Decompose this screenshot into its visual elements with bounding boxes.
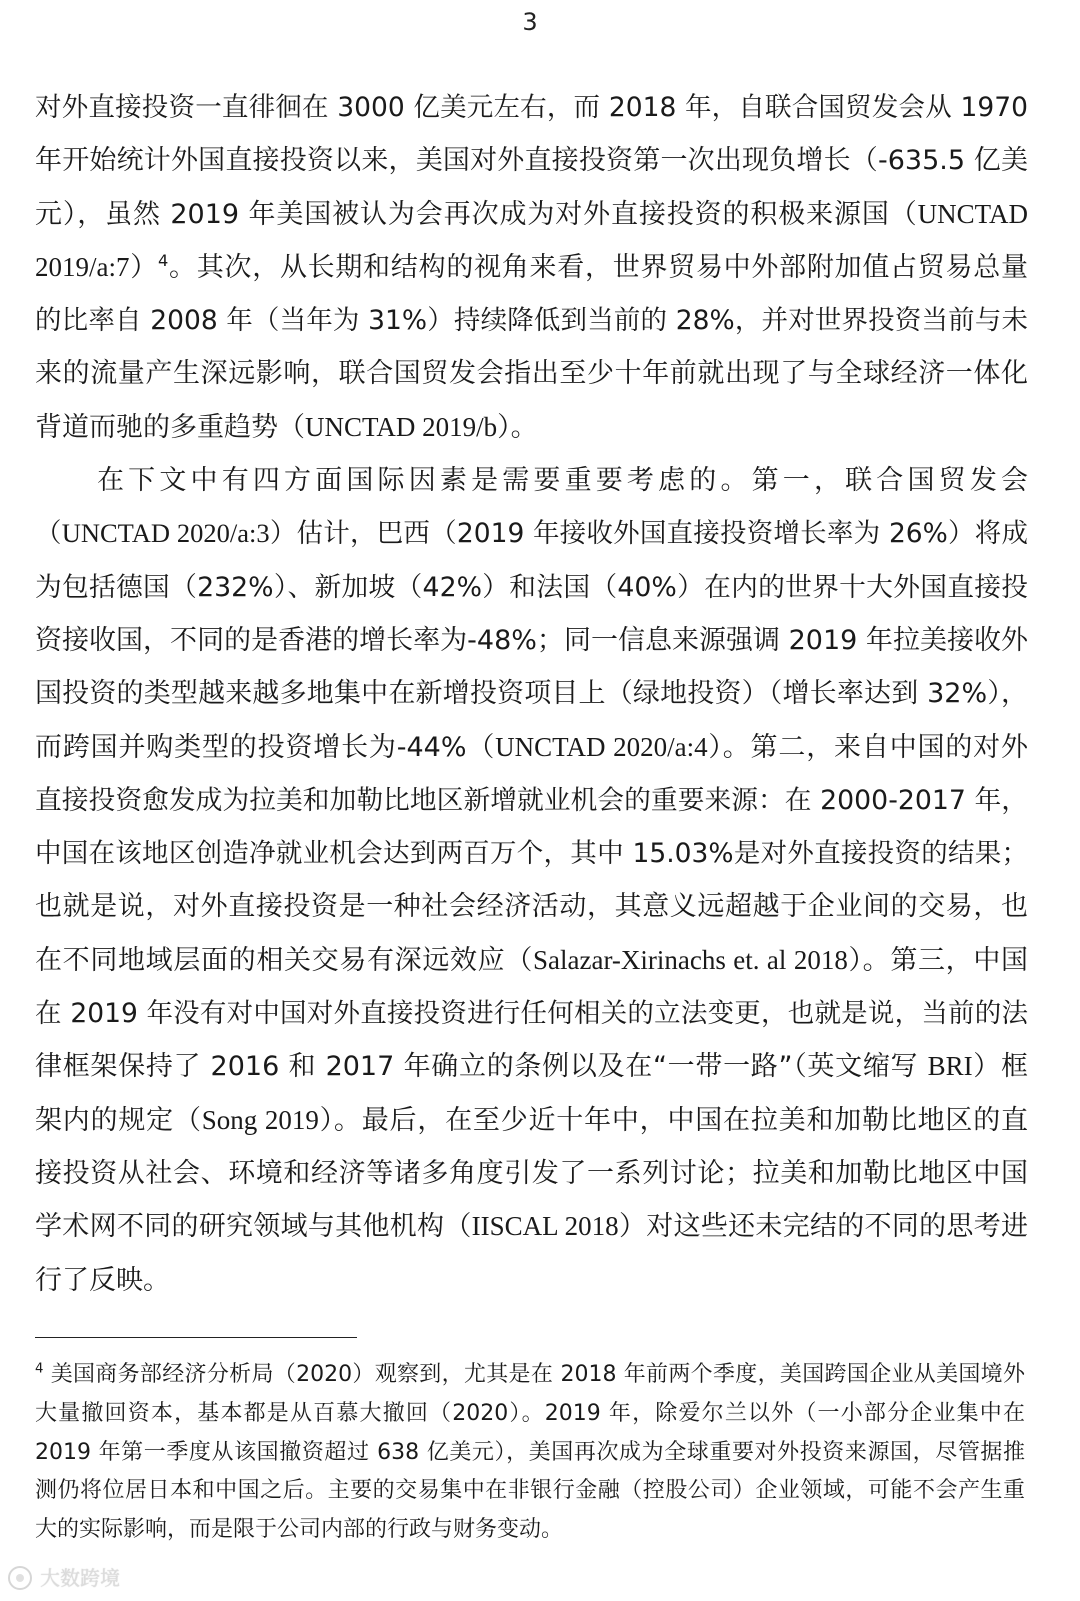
text-run: 学术网不同的研究领域与其他机构（ [35,1211,472,1243]
text-line [35,614,1028,667]
text-line [35,1094,1028,1147]
body-text [35,81,1028,1307]
text-line [35,81,1028,134]
text-run: 背道而驰的多重趋势（ [35,411,305,443]
text-run: 行了反映。 [35,1264,170,1296]
text-run: 元），虽然 2019 年美国被认为会再次成为对外直接投资的积极来源国（ [35,198,918,230]
footnote [35,1356,1025,1550]
text-run: 也就是说，对外直接投资是一种社会经济活动，其意义远超越于企业间的交易，也 [35,891,1028,923]
text-run: ）对这些还未完结的不同的思考进 [618,1211,1028,1243]
text-line [35,347,1028,400]
text-line [35,827,1028,880]
text-run: 测仍将位居日本和中国之后。主要的交易集中在非银行金融（控股公司）企业领域，可能不会产生重 [35,1478,1025,1504]
citation: UNCTAD 2020/a:4 [495,731,708,762]
text-run: 。其次，从长期和结构的视角来看，世界贸易中外部附加值占贸易总量 [168,251,1028,283]
text-line [35,1147,1028,1200]
text-line [35,1472,1025,1511]
citation: Song 2019 [201,1104,319,1135]
text-run: ）。第二，来自中国的对外 [707,731,1028,763]
text-line [35,401,1028,454]
text-run: 在不同地域层面的相关交易有深远效应（ [35,944,533,976]
text-run: 中国在该地区创造净就业机会达到两百万个，其中 15.03%是对外直接投资的结果； [35,838,1028,870]
text-line [35,721,1028,774]
text-line [35,1356,1025,1395]
text-run: 2019 年第一季度从该国撤资超过 638 亿美元），美国再次成为全球重要对外投资来源国，尽管据推 [35,1439,1025,1465]
citation: BRI [927,1051,973,1082]
paragraph [35,81,1028,454]
text-run: （ [35,518,62,550]
text-run: ）框 [972,1051,1028,1083]
text-run: ）。 [497,411,538,443]
text-line [35,1511,1025,1550]
text-run: 在下文中有四方面国际因素是需要重要考虑的。第一，联合国贸发会 [97,465,1028,497]
text-run: ）。第三，中国 [847,944,1028,976]
text-line [35,561,1028,614]
text-line [35,987,1028,1040]
text-run: 来的流量产生深远影响，联合国贸发会指出至少十年前就出现了与全球经济一体化 [35,358,1028,390]
text-run: 大的实际影响，而是限于公司内部的行政与财务变动。 [35,1517,564,1542]
citation: UNCTAD 2020/a:3 [61,518,270,549]
text-line [35,1200,1028,1253]
text-run: 律框架保持了 2016 和 2017 年确立的条例以及在“一带一路”（英文缩写 [35,1051,928,1083]
text-run: 美国商务部经济分析局（2020）观察到，尤其是在 2018 年前两个季度，美国跨国企业从美国境外 [43,1362,1025,1387]
text-line [35,1254,1028,1307]
text-run: ）。最后，在至少近十年中，中国在拉美和加勒比地区的直 [318,1104,1028,1136]
text-run: 接投资从社会、环境和经济等诸多角度引发了一系列讨论；拉美和加勒比地区中国 [35,1157,1028,1189]
paragraph [35,454,1028,1307]
text-line [35,880,1028,933]
text-line [35,934,1028,987]
text-line [35,507,1028,560]
text-run: 年开始统计外国直接投资以来，美国对外直接投资第一次出现负增长（-635.5 亿美 [35,145,1028,177]
text-run: ） [129,251,158,283]
text-line [35,134,1028,187]
text-run: 架内的规定（ [35,1104,202,1136]
text-line [35,1040,1028,1093]
text-run: 在 2019 年没有对中国对外直接投资进行任何相关的立法变更，也就是说，当前的法 [35,998,1028,1030]
text-line [35,1395,1025,1434]
footnotes [35,1356,1025,1550]
citation: 2019/a:7 [35,251,130,282]
text-line [35,454,1028,507]
text-run: 为包括德国（232%）、新加坡（42%）和法国（40%）在内的世界十大外国直接投 [35,571,1028,603]
text-run: 而跨国并购类型的投资增长为-44%（ [35,731,496,763]
text-line [35,774,1028,827]
text-run: 资接收国，不同的是香港的增长率为-48%；同一信息来源强调 2019 年拉美接收外 [35,624,1028,656]
footnote-marker: 4 [35,1361,44,1377]
text-line [35,188,1028,241]
footnote-separator [35,1337,357,1338]
citation: Salazar-Xirinachs et. al 2018 [533,944,848,975]
watermark [8,1563,120,1593]
text-run: 直接投资愈发成为拉美和加勒比地区新增就业机会的重要来源：在 2000-2017 年， [35,784,1028,816]
text-line [35,241,1028,294]
text-run: ）估计，巴西（2019 年接收外国直接投资增长率为 26%）将成 [269,518,1028,550]
citation: UNCTAD 2019/b [305,411,498,442]
watermark-text: 大数跨境 [40,1566,120,1590]
text-run: 大量撤回资本，基本都是从百慕大撤回（2020）。2019 年，除爱尔兰以外（一小部分企业集中在 [35,1400,1025,1426]
brand-logo-icon [8,1566,32,1590]
text-run: 对外直接投资一直徘徊在 3000 亿美元左右，而 2018 年，自联合国贸发会从 1970 [35,92,1028,123]
text-run: 国投资的类型越来越多地集中在新增投资项目上（绿地投资）（增长率达到 32%）， [35,678,1028,710]
text-line [35,294,1028,347]
citation: IISCAL 2018 [471,1211,619,1242]
footnote-reference: 4 [157,250,169,270]
page-number: 3 [522,8,538,36]
text-line [35,667,1028,720]
citation: UNCTAD [917,198,1028,229]
text-run: 的比率自 2008 年（当年为 31%）持续降低到当前的 28%，并对世界投资当前与未 [35,305,1028,337]
text-line [35,1434,1025,1473]
